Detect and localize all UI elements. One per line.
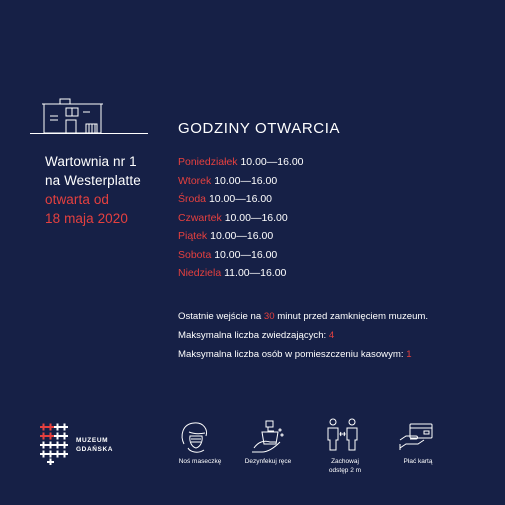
building-icon [30,96,148,138]
day-label: Czwartek [178,211,222,224]
time-range: 10.00—16.00 [208,193,273,205]
day-label: Wtorek [178,174,212,187]
note-max-visitors [178,326,428,345]
day-label: Niedziela [178,267,222,279]
sanitize-hands-icon [248,418,288,458]
hours-row-tuesday [178,172,304,191]
note-text: Maksymalna liczba zwiedzających: [178,330,329,341]
museum-logo-text [76,436,113,454]
time-range: 11.00—16.00 [224,267,287,279]
hours-row-wednesday [178,190,304,209]
note-number: 1 [406,349,412,360]
day-label: Piątek [178,230,208,242]
note-text: minut przed zamknięciem muzeum. [274,311,429,322]
distance-people-icon [324,416,364,456]
note-text: Maksymalna liczba osób w pomieszczeniu kasowym: [178,349,407,360]
hours-row-saturday [178,246,304,265]
venue-name-line2: na Westerplatte [45,173,141,188]
day-label: Środa [178,193,207,205]
time-range: 10.00—16.00 [214,174,278,187]
mask-caption: Noś maseczkę [178,458,222,465]
distance-caption-line1: Zachowaj [331,458,359,465]
open-from-label: otwarta od [45,192,110,207]
logo-line2: GDAŃSKA [76,446,114,453]
day-label: Poniedziałek [178,156,238,168]
logo-line1: MUZEUM [76,437,109,444]
visitor-notes [178,307,428,364]
hours-list [178,153,304,283]
note-text: Ostatnie wejście na [178,311,264,322]
hours-title: GODZINY OTWARCIA [178,120,341,137]
card-payment-icon [398,418,438,458]
card-payment-caption: Płać kartą [403,458,433,465]
time-range: 10.00—16.00 [240,156,304,168]
time-range: 10.00—16.00 [214,248,278,261]
note-last-entry [178,307,428,326]
distance-caption-line2: odstęp 2 m [328,467,362,474]
hours-row-monday [178,153,304,172]
note-number: 4 [328,330,335,341]
note-max-ticket-office [178,345,428,364]
day-label: Sobota [178,248,212,261]
venue-name-line1: Wartownia nr 1 [45,154,137,169]
hours-row-friday [178,227,304,246]
time-range: 10.00—16.00 [224,211,288,224]
open-from-date: 18 maja 2020 [45,211,129,226]
venue-block [45,152,185,228]
hours-row-sunday [178,264,304,283]
time-range: 10.00—16.00 [210,230,274,242]
sanitize-caption: Dezynfekuj ręce [244,458,292,465]
hours-row-thursday [178,209,304,228]
mask-face-icon [176,418,216,458]
distance-caption [315,457,375,475]
note-number: 30 [263,311,275,322]
